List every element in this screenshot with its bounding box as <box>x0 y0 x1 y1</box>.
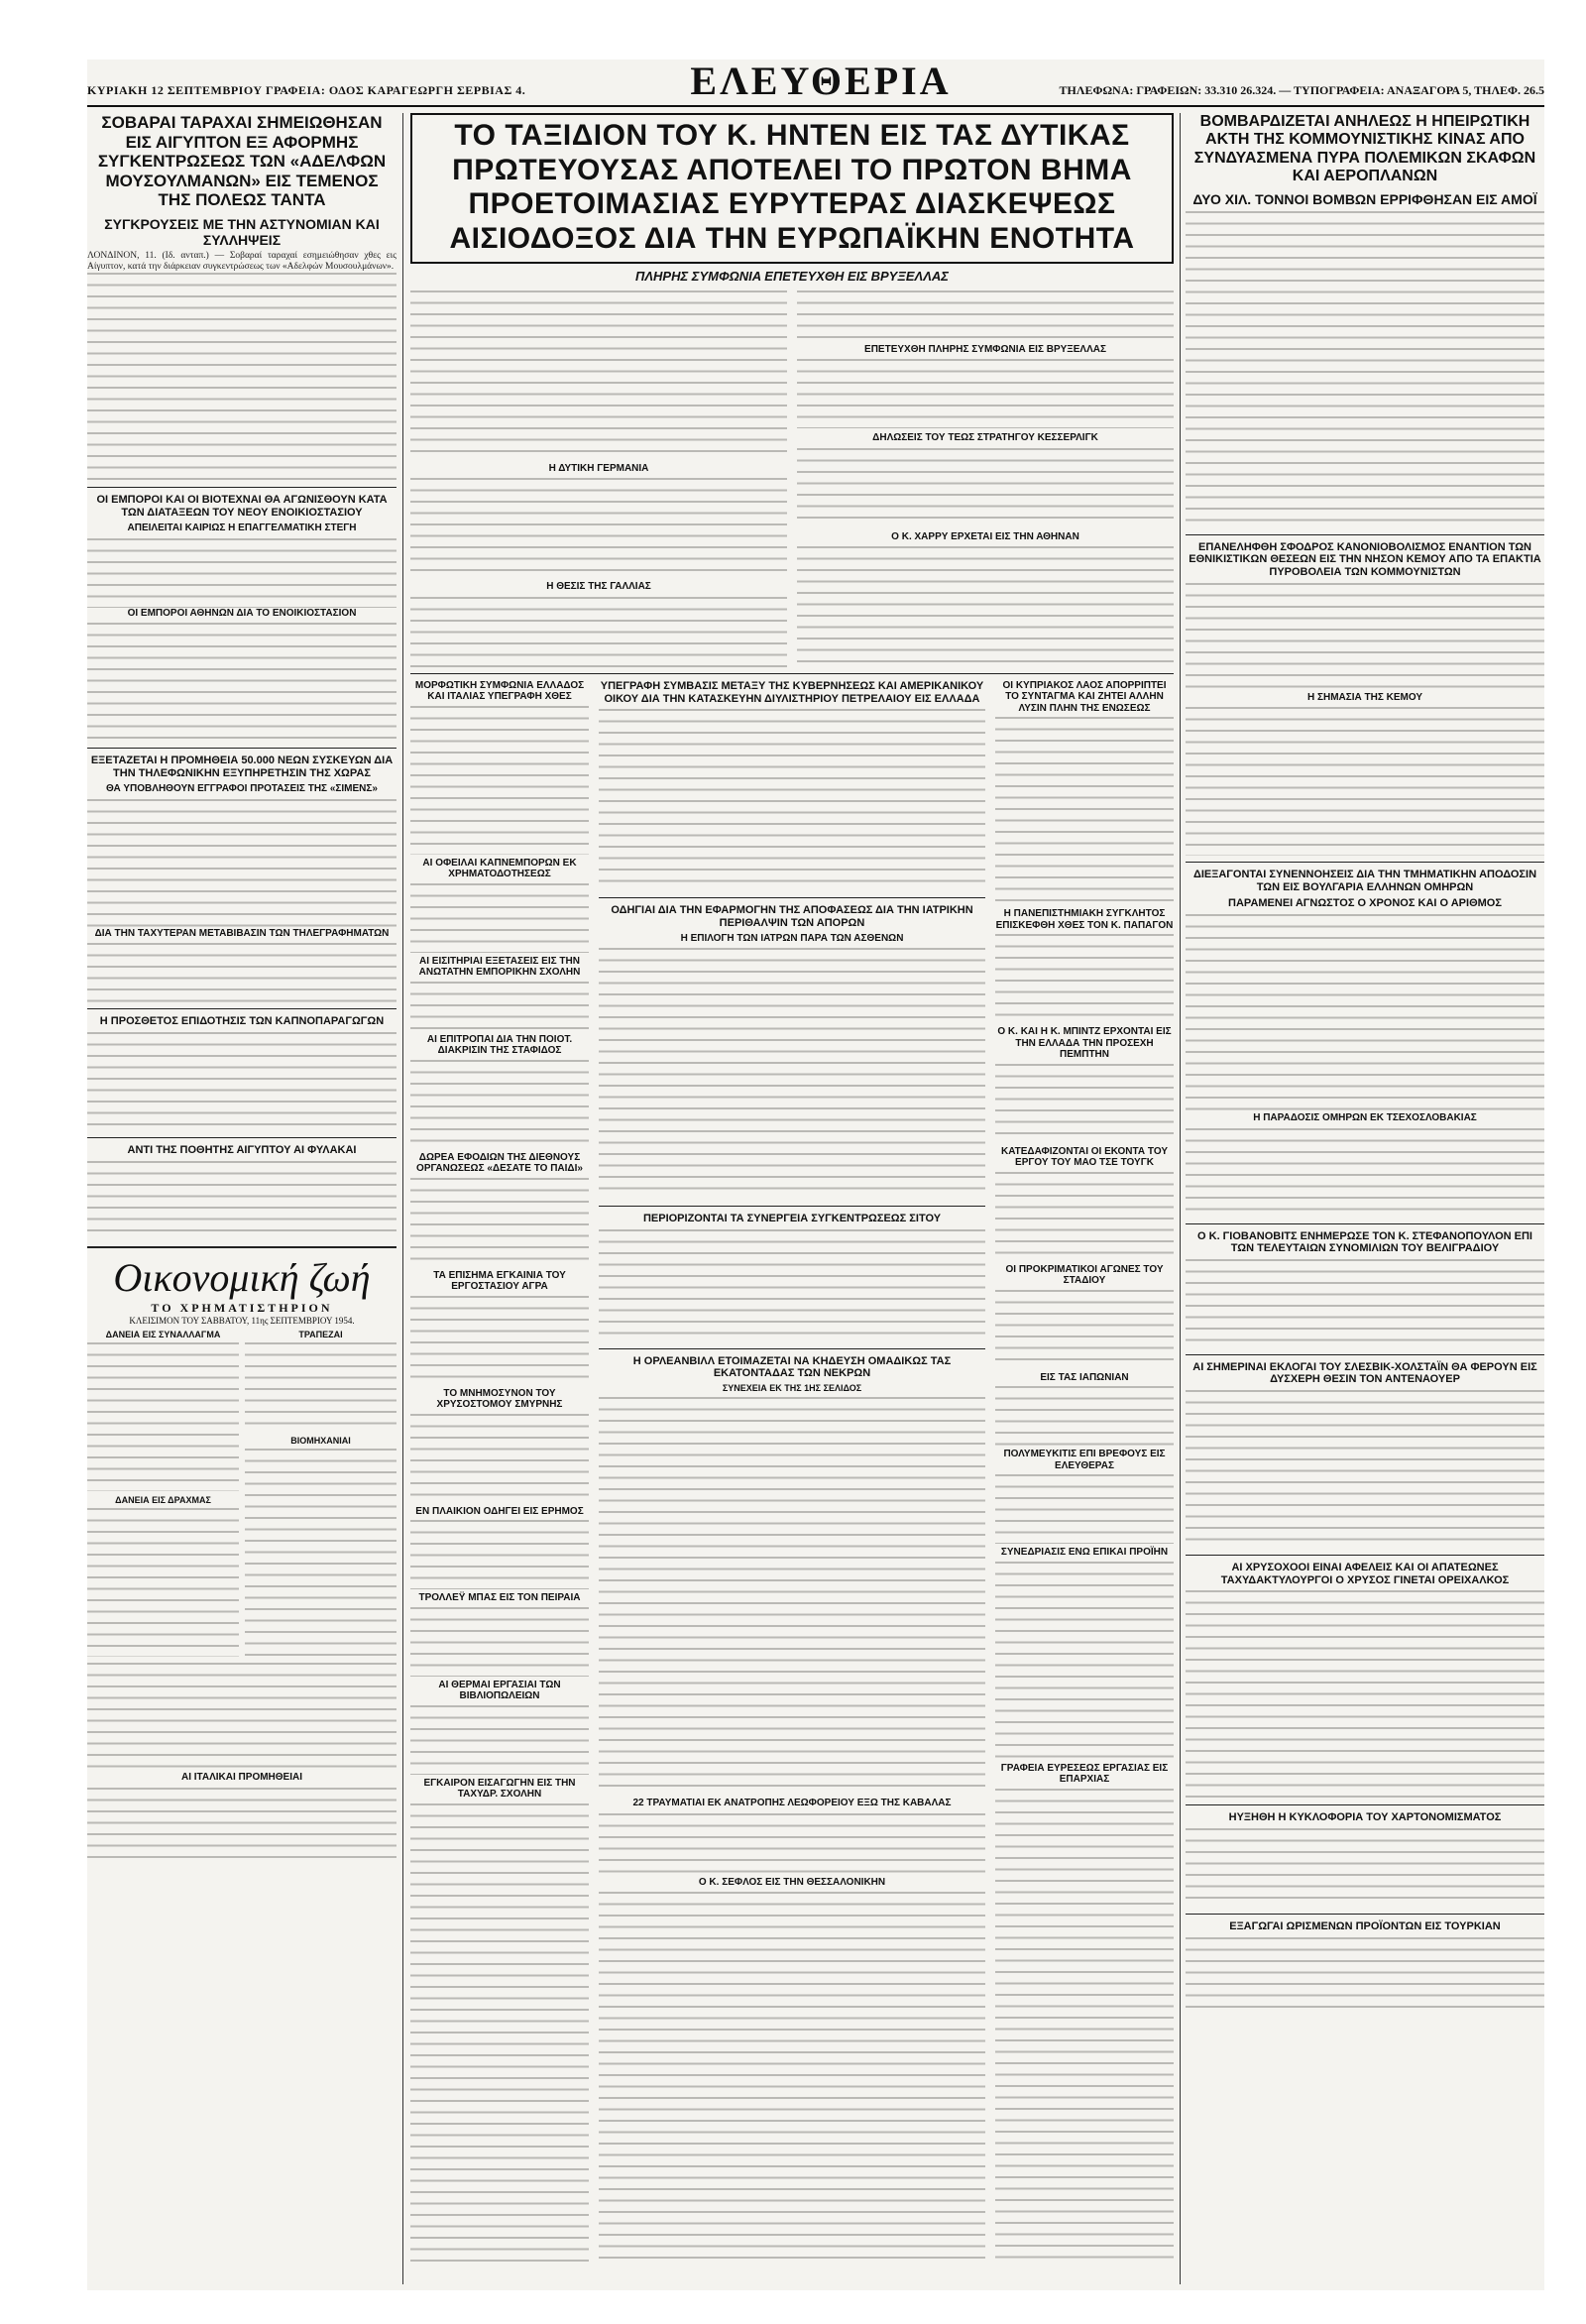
article-headline: ΔΩΡΕΑ ΕΦΟΔΙΩΝ ΤΗΣ ΔΙΕΘΝΟΥΣ ΟΡΓΑΝΩΣΕΩΣ «ΔΕΣΑΤΕ ΤΟ ΠΑΙΔΙ» <box>416 1151 583 1175</box>
article-subheadline: ΠΑΡΑΜΕΝΕΙ ΑΓΝΩΣΤΟΣ Ο ΧΡΟΝΟΣ ΚΑΙ Ο ΑΡΙΘΜΟΣ <box>1228 897 1502 910</box>
article-body <box>87 623 396 742</box>
article-headline: ΟΙ ΠΡΟΚΡΙΜΑΤΙΚΟΙ ΑΓΩΝΕΣ ΤΟΥ ΣΤΑΔΙΟΥ <box>1005 1263 1164 1287</box>
masthead-phones: ΤΗΛΕΦΩΝΑ: ΓΡΑΦΕΙΩΝ: 33.310 26.324. — ΤΥΠΟΓΡΑΦΕΙΑ: ΑΝΑΞΑΓΟΡΑ 5, ΤΗΛΕΦ. 26.5 <box>1059 83 1544 97</box>
article-body <box>1186 1259 1544 1348</box>
newspaper-title: ΕΛΕΥΘΕΡΙΑ <box>690 58 952 103</box>
article-headline: ΕΠΑΝΕΛΗΦΘΗ ΣΦΟΔΡΟΣ ΚΑΝΟΝΙΟΒΟΛΙΣΜΟΣ ΕΝΑΝΤΙΟΝ ΤΩΝ ΕΘΝΙΚΙΣΤΙΚΩΝ ΘΕΣΕΩΝ ΕΙΣ ΤΗΝ ΝΗΣΟΝ ΚΕΜΟΥ ΑΠΟ ΤΑ ΕΠΑΚΤΙΑ ΠΥΡΟΒΟΛΕΙΑ ΤΩΝ ΚΟΜΜΟΥΝΙΣΤΩΝ <box>1189 540 1541 578</box>
article-headline: ΥΠΕΓΡΑΦΗ ΣΥΜΒΑΣΙΣ ΜΕΤΑΞΥ ΤΗΣ ΚΥΒΕΡΝΗΣΕΩΣ ΚΑΙ ΑΜΕΡΙΚΑΝΙΚΟΥ ΟΙΚΟΥ ΔΙΑ ΤΗΝ ΚΑΤΑΣΚΕΥΗΝ ΔΙΥΛΙΣΤΗΡΙΟΥ ΠΕΤΡΕΛΑΙΟΥ ΕΙΣ ΕΛΛΑΔΑ <box>600 679 984 705</box>
article-subheadline: Η ΘΕΣΙΣ ΤΗΣ ΓΑΛΛΙΑΣ <box>546 581 651 593</box>
article-body <box>1186 1128 1544 1218</box>
article-subheadline: Ο Κ. ΧΑΡΡΥ ΕΡΧΕΤΑΙ ΕΙΣ ΤΗΝ ΑΘΗΝΑΝ <box>891 530 1079 542</box>
article-headline: ΕΞΑΓΩΓΑΙ ΩΡΙΣΜΕΝΩΝ ΠΡΟΪΟΝΤΩΝ ΕΙΣ ΤΟΥΡΚΙΑΝ <box>1229 1919 1501 1932</box>
article-body <box>87 1032 396 1131</box>
article-headline: ΒΟΜΒΑΡΔΙΖΕΤΑΙ ΑΝΗΛΕΩΣ Η ΗΠΕΙΡΩΤΙΚΗ ΑΚΤΗ ΤΗΣ ΚΟΜΜΟΥΝΙΣΤΙΚΗΣ ΚΙΝΑΣ ΑΠΟ ΣΥΝΔΥΑΣΜΕΝΑ ΠΥΡΑ ΠΟΛΕΜΙΚΩΝ ΣΚΑΦΩΝ ΚΑΙ ΑΕΡΟΠΛΑΝΩΝ <box>1193 113 1536 185</box>
table-body <box>245 1342 396 1432</box>
article-body <box>1186 707 1544 856</box>
lead-headline-line: ΠΡΩΤΕΥΟΥΣΑΣ ΑΠΟΤΕΛΕΙ ΤΟ ΠΡΩΤΟΝ ΒΗΜΑ <box>452 153 1132 186</box>
article-headline: ΑΙ ΧΡΥΣΟΧΟΟΙ ΕΙΝΑΙ ΑΦΕΛΕΙΣ ΚΑΙ ΟΙ ΑΠΑΤΕΩΝΕΣ ΤΑΧΥΔΑΚΤΥΛΟΥΡΓΟΙ Ο ΧΡΥΣΟΣ ΓΙΝΕΤΑΙ ΟΡΕΙΧΑΛΚΟΣ <box>1220 1562 1510 1586</box>
section-title-economic-life: Οικονομική ζωή <box>113 1254 371 1300</box>
article-body <box>87 538 396 608</box>
article-headline: ΓΡΑΦΕΙΑ ΕΥΡΕΣΕΩΣ ΕΡΓΑΣΙΑΣ ΕΙΣ ΕΠΑΡΧΙΑΣ <box>1000 1762 1169 1786</box>
lead-subheadline: ΠΛΗΡΗΣ ΣΥΜΦΩΝΙΑ ΕΠΕΤΕΥΧΘΗ ΕΙΣ ΒΡΥΞΕΛΛΑΣ <box>635 269 949 284</box>
article-headline: ΤΡΟΛΛΕΫ ΜΠΑΣ ΕΙΣ ΤΟΝ ΠΕΙΡΑΙΑ <box>418 1592 581 1604</box>
article-headline: ΕΙΣ ΤΑΣ ΙΑΠΩΝΙΑΝ <box>1040 1371 1129 1383</box>
article-body <box>87 1788 396 1867</box>
stock-exchange-title: ΤΟ ΧΡΗΜΑΤΙΣΤΗΡΙΟΝ <box>151 1300 333 1315</box>
article-subheadline: ΑΠΕΙΛΕΙΤΑΙ ΚΑΙΡΙΩΣ Η ΕΠΑΓΓΕΛΜΑΤΙΚΗ ΣΤΕΓΗ <box>127 523 357 534</box>
article-subheadline: Η ΠΑΡΑΔΟΣΙΣ ΟΜΗΡΩΝ ΕΚ ΤΣΕΧΟΣΛΟΒΑΚΙΑΣ <box>1253 1112 1477 1123</box>
article-subheadline: ΔΗΛΩΣΕΙΣ ΤΟΥ ΤΕΩΣ ΣΤΡΑΤΗΓΟΥ ΚΕΣΣΕΡΛΙΓΚ <box>872 432 1098 444</box>
table-title: ΔΑΝΕΙΑ ΕΙΣ ΣΥΝΑΛΛΑΓΜΑ <box>105 1329 221 1339</box>
article-subheadline: ΟΙ ΕΜΠΟΡΟΙ ΑΘΗΝΩΝ ΔΙΑ ΤΟ ΕΝΟΙΚΙΟΣΤΑΣΙΟΝ <box>127 607 357 619</box>
article-headline: 22 ΤΡΑΥΜΑΤΙΑΙ ΕΚ ΑΝΑΤΡΟΠΗΣ ΛΕΩΦΟΡΕΙΟΥ ΕΞΩ ΤΗΣ ΚΑΒΑΛΑΣ <box>632 1798 952 1809</box>
article-headline: ΜΟΡΦΩΤΙΚΗ ΣΥΜΦΩΝΙΑ ΕΛΛΑΔΟΣ ΚΑΙ ΙΤΑΛΙΑΣ ΥΠΕΓΡΑΦΗ ΧΘΕΣ <box>414 679 585 703</box>
article-headline: ΣΟΒΑΡΑΙ ΤΑΡΑΧΑΙ ΣΗΜΕΙΩΘΗΣΑΝ ΕΙΣ ΑΙΓΥΠΤΟΝ ΕΞ ΑΦΟΡΜΗΣ ΣΥΓΚΕΝΤΡΩΣΕΩΣ ΤΩΝ «ΑΔΕΛΦΩΝ ΜΟΥΣΟΥΛΜΑΝΩΝ» ΕΙΣ ΤΕΜΕΝΟΣ ΤΗΣ ΠΟΛΕΩΣ ΤΑΝΤΑ <box>97 113 387 210</box>
article-headline: Ο Κ. ΓΙΟΒΑΝΟΒΙΤΣ ΕΝΗΜΕΡΩΣΕ ΤΟΝ Κ. ΣΤΕΦΑΝΟΠΟΥΛΟΝ ΕΠΙ ΤΩΝ ΤΕΛΕΥΤΑΙΩΝ ΣΥΝΟΜΙΛΙΩΝ ΤΟΥ ΒΕΛΙΓΡΑΔΙΟΥ <box>1197 1229 1532 1255</box>
left-column <box>87 113 396 1867</box>
article-headline: Η ΠΡΟΣΘΕΤΟΣ ΕΠΙΔΟΤΗΣΙΣ ΤΩΝ ΚΑΠΝΟΠΑΡΑΓΩΓΩΝ <box>99 1015 385 1028</box>
article-headline: ΕΓΚΑΙΡΟΝ ΕΙΣΑΓΩΓΗΝ ΕΙΣ ΤΗΝ ΤΑΧΥΔΡ. ΣΧΟΛΗΝ <box>423 1777 576 1801</box>
article-body <box>87 1161 396 1240</box>
article-headline: ΟΙ ΕΜΠΟΡΟΙ ΚΑΙ ΟΙ ΒΙΟΤΕΧΝΑΙ ΘΑ ΑΓΩΝΙΣΘΟΥΝ ΚΑΤΑ ΤΩΝ ΔΙΑΤΑΞΕΩΝ ΤΟΥ ΝΕΟΥ ΕΝΟΙΚΙΟΣΤΑΣΙΟΥ <box>96 493 388 519</box>
article-headline: ΣΥΝΕΔΡΙΑΣΙΣ ΕΝΩ ΕΠΙΚΑΙ ΠΡΟΪΗΝ <box>1000 1547 1169 1559</box>
article-headline: ΔΙΕΞΑΓΟΝΤΑΙ ΣΥΝΕΝΝΟΗΣΕΙΣ ΔΙΑ ΤΗΝ ΤΜΗΜΑΤΙΚΗΝ ΑΠΟΔΟΣΙΝ ΤΩΝ ΕΙΣ ΒΟΥΛΓΑΡΙΑ ΕΛΛΗΝΩΝ ΟΜΗΡΩΝ <box>1192 869 1537 893</box>
lead-story-headline-box <box>410 113 1174 264</box>
article-headline: Η ΟΡΛΕΑΝΒΙΛΛ ΕΤΟΙΜΑΖΕΤΑΙ ΝΑ ΚΗΔΕΥΣΗ ΟΜΑΔΙΚΩΣ ΤΑΣ ΕΚΑΤΟΝΤΑΔΑΣ ΤΩΝ ΝΕΚΡΩΝ <box>632 1354 952 1380</box>
stock-exchange-subtitle: ΚΛΕΙΣΙΜΟΝ ΤΟΥ ΣΑΒΒΑΤΟΥ, 11ης ΣΕΠΤΕΜΒΡΙΟΥ 1954. <box>129 1315 355 1326</box>
article-headline: Η ΠΑΝΕΠΙΣΤΗΜΙΑΚΗ ΣΥΓΚΛΗΤΟΣ ΕΠΙΣΚΕΦΘΗ ΧΘΕΣ ΤΟΝ Κ. ΠΑΠΑΓΟΝ <box>995 908 1174 931</box>
article-headline: ΕΝ ΠΛΑΙΚΙΟΝ ΟΔΗΓΕΙ ΕΙΣ ΕΡΗΜΟΣ <box>415 1505 584 1517</box>
article-lead: ΛΟΝΔΙΝΟΝ, 11. (Ιδ. ανταπ.) — Σοβαραί ταραχαί εσημειώθησαν χθες εις Αίγυπτον, κατά την διάρκειαν συγκεντρώσεως των «Αδελφών Μουσουλμάνων». <box>87 250 396 273</box>
article-headline: ΑΙ ΟΦΕΙΛΑΙ ΚΑΠΝΕΜΠΟΡΩΝ ΕΚ ΧΡΗΜΑΤΟΔΟΤΗΣΕΩΣ <box>422 857 577 880</box>
continued-note: ΣΥΝΕΧΕΙΑ ΕΚ ΤΗΣ 1ΗΣ ΣΕΛΙΔΟΣ <box>722 1382 862 1393</box>
column-rule <box>402 113 403 2284</box>
table-title: ΤΡΑΠΕΖΑΙ <box>298 1329 343 1339</box>
article-body <box>1186 1390 1544 1549</box>
article-headline: ΤΑ ΕΠΙΣΗΜΑ ΕΓΚΑΙΝΙΑ ΤΟΥ ΕΡΓΟΣΤΑΣΙΟΥ ΑΓΡΑ <box>433 1269 566 1293</box>
article-headline: ΠΕΡΙΟΡΙΖΟΝΤΑΙ ΤΑ ΣΥΝΕΡΓΕΙΑ ΣΥΓΚΕΝΤΡΩΣΕΩΣ ΣΙΤΟΥ <box>642 1213 942 1224</box>
article-subheadline: Η ΔΥΤΙΚΗ ΓΕΡΜΑΝΙΑ <box>548 462 649 474</box>
masthead-date-address: ΚΥΡΙΑΚΗ 12 ΣΕΠΤΕΜΒΡΙΟΥ ΓΡΑΦΕΙΑ: ΟΔΟΣ ΚΑΡΑΓΕΩΡΓΗ ΣΕΡΒΙΑΣ 4. <box>87 83 526 97</box>
article-body <box>1186 914 1544 1112</box>
newspaper-page <box>87 59 1544 2290</box>
article-headline: Ο Κ. ΣΕΦΛΟΣ ΕΙΣ ΤΗΝ ΘΕΣΣΑΛΟΝΙΚΗΝ <box>698 1876 886 1888</box>
article-subheadline: ΘΑ ΥΠΟΒΛΗΘΟΥΝ ΕΓΓΡΑΦΟΙ ΠΡΟΤΑΣΕΙΣ ΤΗΣ «ΣΙΜΕΝΣ» <box>106 783 378 795</box>
article-headline: ΑΙ ΘΕΡΜΑΙ ΕΡΓΑΣΙΑΙ ΤΩΝ ΒΙΒΛΙΟΠΩΛΕΙΩΝ <box>438 1679 561 1702</box>
table-body <box>87 1508 239 1657</box>
article-headline: ΑΙ ΣΗΜΕΡΙΝΑΙ ΕΚΛΟΓΑΙ ΤΟΥ ΣΛΕΣΒΙΚ-ΧΟΛΣΤΑΪΝ ΘΑ ΦΕΡΟΥΝ ΕΙΣ ΔΥΣΧΕΡΗ ΘΕΣΙΝ ΤΟΝ ΑΝΤΕΝΑΟΥΕΡ <box>1192 1360 1537 1386</box>
table-body <box>245 1449 396 1657</box>
table-title: ΒΙΟΜΗΧΑΝΙΑΙ <box>290 1436 351 1447</box>
article-subheadline: ΔΥΟ ΧΙΛ. ΤΟΝΝΟΙ ΒΟΜΒΩΝ ΕΡΡΙΦΘΗΣΑΝ ΕΙΣ ΑΜΟΪ <box>1192 190 1537 207</box>
article-headline: Ο Κ. ΚΑΙ Η Κ. ΜΠΙΝΤΖ ΕΡΧΟΝΤΑΙ ΕΙΣ ΤΗΝ ΕΛΛΑΔΑ ΤΗΝ ΠΡΟΣΕΧΗ ΠΕΜΠΤΗΝ <box>997 1026 1172 1061</box>
article-headline: ΚΑΤΕΔΑΦΙΖΟΝΤΑΙ ΟΙ ΕΚΟΝΤΑ ΤΟΥ ΕΡΓΟΥ ΤΟΥ ΜΑΟ ΤΣΕ ΤΟΥΓΚ <box>1000 1145 1168 1169</box>
article-headline: ΑΙ ΕΙΣΙΤΗΡΙΑΙ ΕΞΕΤΑΣΕΙΣ ΕΙΣ ΤΗΝ ΑΝΩΤΑΤΗΝ ΕΜΠΟΡΙΚΗΝ ΣΧΟΛΗΝ <box>418 955 581 979</box>
lead-headline-line: ΠΡΟΕΤΟΙΜΑΣΙΑΣ ΕΥΡΥΤΕΡΑΣ ΔΙΑΣΚΕΨΕΩΣ <box>468 187 1116 220</box>
center-column <box>410 113 1174 2266</box>
article-headline: ΤΟ ΜΝΗΜΟΣΥΝΟΝ ΤΟΥ ΧΡΥΣΟΣΤΟΜΟΥ ΣΜΥΡΝΗΣ <box>436 1387 563 1411</box>
right-column <box>1186 113 1544 2017</box>
article-headline: ΕΞΕΤΑΖΕΤΑΙ Η ΠΡΟΜΗΘΕΙΑ 50.000 ΝΕΩΝ ΣΥΣΚΕΥΩΝ ΔΙΑ ΤΗΝ ΤΗΛΕΦΩΝΙΚΗΝ ΕΞΥΠΗΡΕΤΗΣΙΝ ΤΗΣ ΧΩΡΑΣ <box>90 755 394 779</box>
masthead <box>87 59 1544 107</box>
center-lower <box>410 680 1174 2266</box>
article-subheadline: Η ΕΠΙΛΟΓΗ ΤΩΝ ΙΑΤΡΩΝ ΠΑΡΑ ΤΩΝ ΑΣΘΕΝΩΝ <box>680 932 904 944</box>
article-headline: ΑΝΤΙ ΤΗΣ ΠΟΘΗΤΗΣ ΑΙΓΥΠΤΟΥ ΑΙ ΦΥΛΑΚΑΙ <box>127 1144 357 1157</box>
article-body <box>1186 1590 1544 1799</box>
article-body <box>1186 1828 1544 1908</box>
article-subheadline: ΔΙΑ ΤΗΝ ΤΑΧΥΤΕΡΑΝ ΜΕΤΑΒΙΒΑΣΙΝ ΤΩΝ ΤΗΛΕΓΡΑΦΗΜΑΤΩΝ <box>94 927 390 939</box>
article-body <box>1186 583 1544 692</box>
article-body <box>87 273 396 481</box>
article-body <box>87 1663 396 1772</box>
article-subheadline: ΕΠΕΤΕΥΧΘΗ ΠΛΗΡΗΣ ΣΥΜΦΩΝΙΑ ΕΙΣ ΒΡΥΞΕΛΛΑΣ <box>864 343 1106 355</box>
article-headline: ΗΥΞΗΘΗ Η ΚΥΚΛΟΦΟΡΙΑ ΤΟΥ ΧΑΡΤΟΝΟΜΙΣΜΑΤΟΣ <box>1228 1811 1502 1824</box>
lead-headline-line: ΤΟ ΤΑΞΙΔΙΟΝ ΤΟΥ Κ. ΗΝΤΕΝ ΕΙΣ ΤΑΣ ΔΥΤΙΚΑΣ <box>454 119 1130 152</box>
lead-story-columns <box>410 290 1174 667</box>
stock-tables <box>87 1330 396 1658</box>
article-subheadline: ΣΥΓΚΡΟΥΣΕΙΣ ΜΕ ΤΗΝ ΑΣΤΥΝΟΜΙΑΝ ΚΑΙ ΣΥΛΛΗΨΕΙΣ <box>104 215 380 248</box>
table-body <box>87 1342 239 1491</box>
column-rule <box>1180 113 1181 2284</box>
article-subheadline: Η ΣΗΜΑΣΙΑ ΤΗΣ ΚΕΜΟΥ <box>1306 691 1423 703</box>
article-body <box>87 799 396 928</box>
lead-headline-line: ΑΙΣΙΟΔΟΞΟΣ ΔΙΑ ΤΗΝ ΕΥΡΩΠΑΪΚΗΝ ΕΝΟΤΗΤΑ <box>449 221 1135 255</box>
article-body <box>1186 211 1544 528</box>
article-headline: ΑΙ ΕΠΙΤΡΟΠΑΙ ΔΙΑ ΤΗΝ ΠΟΙΟΤ. ΔΙΑΚΡΙΣΙΝ ΤΗΣ ΣΤΑΦΙΔΟΣ <box>426 1033 573 1057</box>
article-body <box>1186 1937 1544 2017</box>
article-headline: ΠΟΛΥΜΕΥΚΙΤΙΣ ΕΠΙ ΒΡΕΦΟΥΣ ΕΙΣ ΕΛΕΥΘΕΡΑΣ <box>1003 1449 1166 1471</box>
article-body <box>87 943 396 1002</box>
article-headline: ΟΙ ΚΥΠΡΙΑΚΟΣ ΛΑΟΣ ΑΠΟΡΡΙΠΤΕΙ ΤΟ ΣΥΝΤΑΓΜΑ ΚΑΙ ΖΗΤΕΙ ΑΛΛΗΝ ΛΥΣΙΝ ΠΛΗΝ ΤΗΣ ΕΝΩΣΕΩΣ <box>1002 679 1167 714</box>
article-subheadline: ΑΙ ΙΤΑΛΙΚΑΙ ΠΡΟΜΗΘΕΙΑΙ <box>180 1772 303 1784</box>
article-headline: ΟΔΗΓΙΑΙ ΔΙΑ ΤΗΝ ΕΦΑΡΜΟΓΗΝ ΤΗΣ ΑΠΟΦΑΣΕΩΣ ΔΙΑ ΤΗΝ ΙΑΤΡΙΚΗΝ ΠΕΡΙΘΑΛΨΙΝ ΤΩΝ ΑΠΟΡΩΝ <box>611 904 973 929</box>
table-title: ΔΑΝΕΙΑ ΕΙΣ ΔΡΑΧΜΑΣ <box>115 1495 211 1506</box>
